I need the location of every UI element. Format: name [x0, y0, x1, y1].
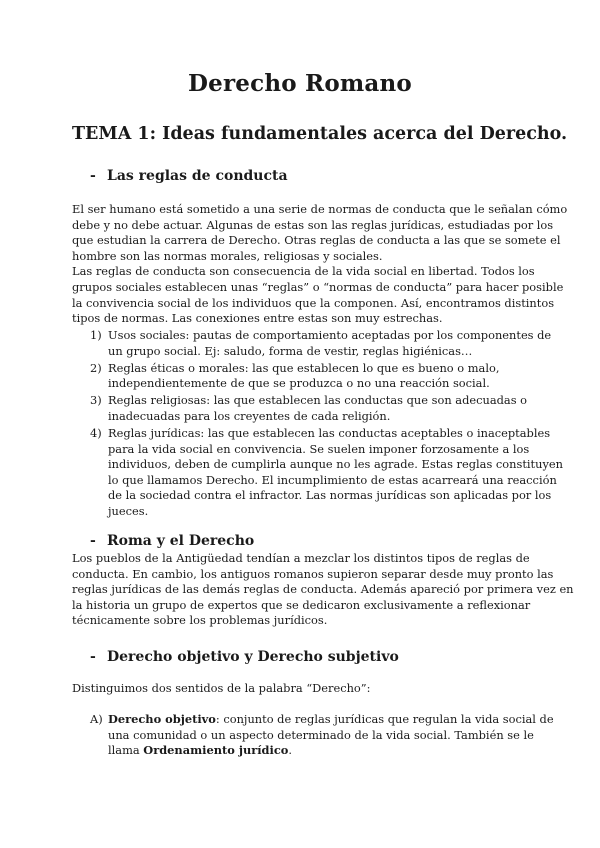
list-number: 3): [90, 393, 102, 408]
text-line: Las reglas de conducta son consecuencia de la vida social en libertad. Todos los: [72, 264, 535, 279]
text-line: que estudian la carrera de Derecho. Otras reglas de conducta a las que se somete el: [72, 233, 561, 248]
text-line: independientemente de que se produzca o no una reacción social.: [108, 376, 490, 391]
text-line: tipos de normas. Las conexiones entre estas son muy estrechas.: [72, 311, 443, 326]
definition-text: .: [288, 743, 293, 758]
text-line: un grupo social. Ej: saludo, forma de vestir, reglas higiénicas…: [108, 343, 473, 358]
list-number: 2): [90, 360, 102, 375]
section-title: Derecho objetivo y Derecho subjetivo: [107, 649, 399, 665]
section-heading-objetivo: [90, 649, 399, 665]
text-line: reglas jurídicas de las demás reglas de conducta. Además apareció por primera vez en: [72, 582, 574, 597]
bullet-dash: -: [90, 649, 96, 665]
text-line: individuos, deben de cumplirla aunque no les agrade. Estas reglas constituyen: [108, 457, 563, 472]
text-line: grupos sociales establecen unas “reglas” o “normas de conducta” para hacer posible: [72, 279, 564, 294]
text-line: Reglas éticas o morales: las que establecen lo que es bueno o malo,: [108, 360, 500, 375]
text-line: la convivencia social de los individuos que la componen. Así, encontramos distintos: [72, 295, 555, 310]
topic-heading: TEMA 1: Ideas fundamentales acerca del Derecho.: [72, 124, 568, 144]
section-heading-reglas: [90, 168, 288, 184]
definition-text: : conjunto de reglas jurídicas que regulan la vida social de: [215, 712, 554, 726]
text-line: [90, 743, 554, 759]
term-ordenamiento-juridico: Ordenamiento jurídico: [143, 743, 289, 758]
lettered-item-a: [90, 712, 554, 759]
section-title: Roma y el Derecho: [107, 533, 255, 549]
section-title: Las reglas de conducta: [107, 168, 288, 184]
list-number: 4): [90, 426, 102, 441]
text-line: una comunidad o un aspecto determinado de la vida social. También se le: [108, 727, 534, 742]
text-line: la historia un grupo de expertos que se dedicaron exclusivamente a reflexionar: [72, 597, 531, 612]
list-number: 1): [90, 328, 102, 342]
list-item: [90, 393, 563, 424]
document-title: Derecho Romano: [188, 70, 412, 97]
term-derecho-objetivo: Derecho objetivo: [108, 712, 216, 726]
text-line: Reglas religiosas: las que establecen las conductas que son adecuadas o: [108, 393, 528, 408]
section-heading-roma: [90, 533, 254, 549]
list-item: [90, 328, 563, 359]
text-line: Los pueblos de la Antigüedad tendían a mezclar los distintos tipos de reglas de: [72, 551, 530, 565]
definition-text: llama: [108, 743, 144, 758]
list-letter: A): [90, 712, 103, 726]
list-item: [90, 361, 563, 392]
numbered-list: [90, 328, 563, 521]
text-line: Distinguimos dos sentidos de la palabra “Derecho”:: [72, 681, 371, 695]
paragraph-reglas: [72, 202, 567, 327]
text-line: [90, 712, 554, 728]
text-line: debe y no debe actuar. Algunas de estas son las reglas jurídicas, estudiadas por los: [72, 217, 554, 232]
text-line: Usos sociales: pautas de comportamiento aceptadas por los componentes de: [108, 328, 552, 342]
list-item: [90, 426, 563, 520]
text-line: inadecuadas para los creyentes de cada religión.: [108, 408, 391, 423]
bullet-dash: -: [90, 168, 96, 184]
paragraph-sentidos: [72, 681, 370, 697]
paragraph-roma: [72, 551, 574, 629]
text-line: jueces.: [108, 504, 149, 519]
text-line: conducta. En cambio, los antiguos romanos supieron separar desde muy pronto las: [72, 566, 554, 581]
text-line: El ser humano está sometido a una serie de normas de conducta que le señalan cómo: [72, 202, 568, 216]
text-line: para la vida social en convivencia. Se suelen imponer forzosamente a los: [108, 441, 530, 456]
text-line: técnicamente sobre los problemas jurídicos.: [72, 613, 328, 628]
text-line: de la sociedad contra el infractor. Las normas jurídicas son aplicadas por los: [108, 488, 552, 503]
text-line: hombre son las normas morales, religiosas y sociales.: [72, 248, 383, 263]
bullet-dash: -: [90, 533, 96, 549]
text-line: lo que llamamos Derecho. El incumplimiento de estas acarreará una reacción: [108, 472, 557, 487]
text-line: Reglas jurídicas: las que establecen las conductas aceptables o inaceptables: [108, 426, 551, 441]
